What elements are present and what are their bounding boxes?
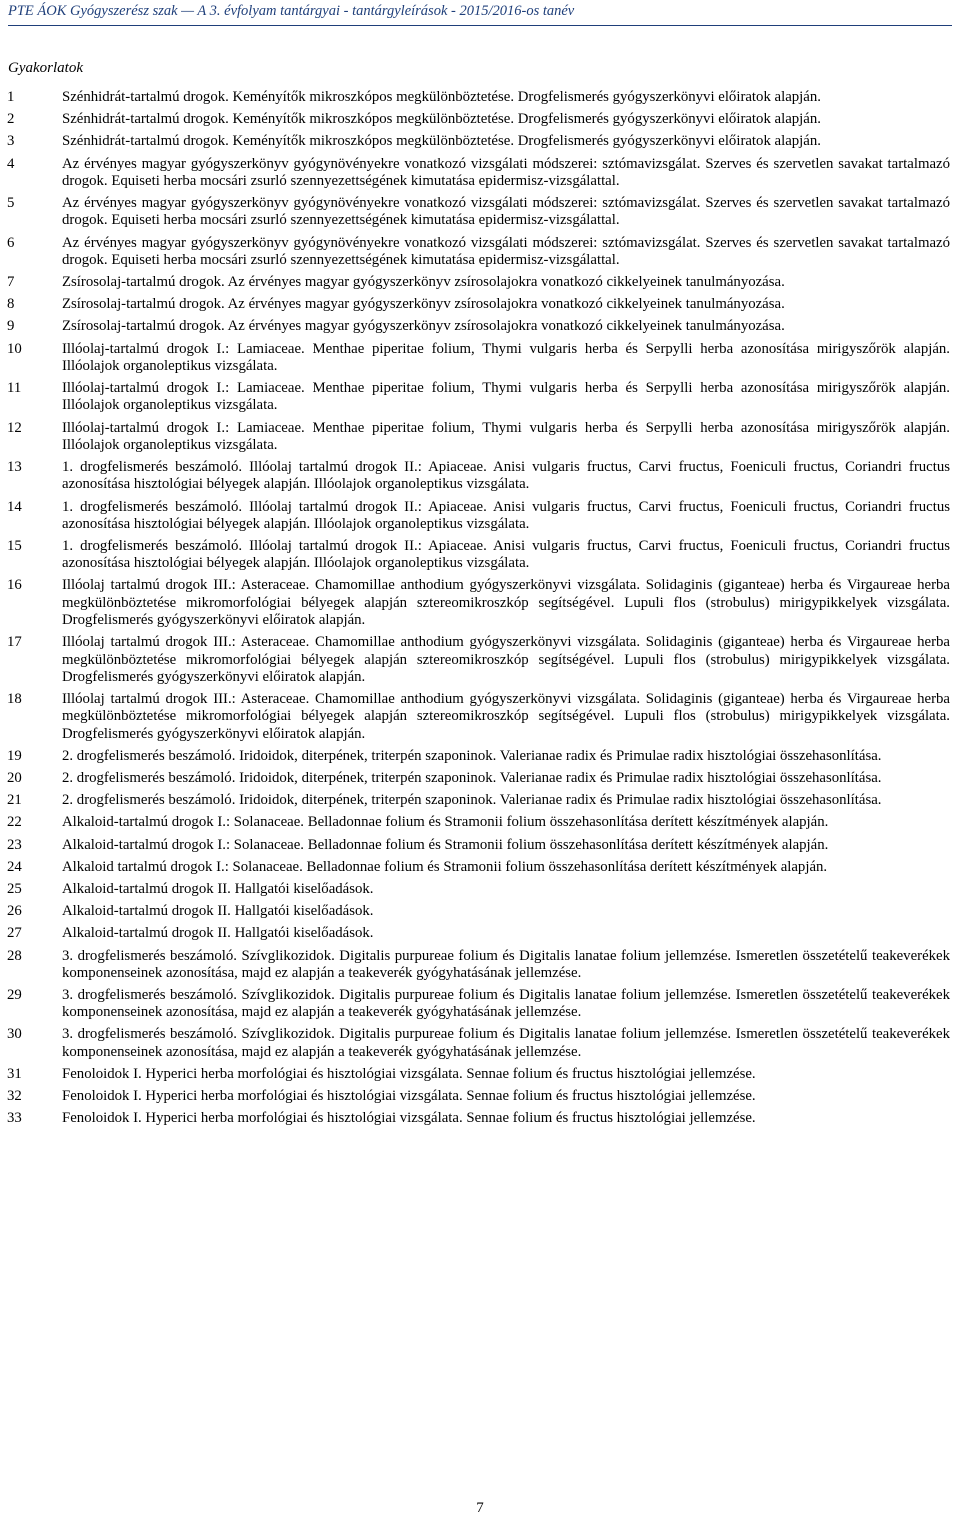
list-item [0, 420, 960, 455]
item-text: Fenoloidok I. Hyperici herba morfológiai és hisztológiai vizsgálata. Sennae folium és fructus hisztológiai jellemzése. [62, 1110, 756, 1127]
item-text: Zsírosolaj-tartalmú drogok. Az érvényes magyar gyógyszerkönyv zsírosolajokra vonatkozó cikkelyeinek tanulmányozása. [62, 318, 785, 335]
item-number: 10 [7, 340, 22, 357]
item-number: 14 [7, 498, 22, 515]
item-number: 2 [7, 111, 15, 128]
item-number: 20 [7, 770, 22, 787]
list-item [0, 634, 960, 686]
item-text: Az érvényes magyar gyógyszerkönyv gyógynövényekre vonatkozó vizsgálati módszerei: sztómavizsgálat. Szerves és szervetlen savakat tartalmazó drogok. Equiseti herba mocsári zsurló szennyezettségének kimutatása epidermisz-vizsgálattal. [62, 234, 950, 268]
item-number: 22 [7, 814, 22, 831]
item-number: 7 [7, 274, 15, 291]
page-header: PTE ÁOK Gyógyszerész szak — A 3. évfolyam tantárgyai - tantárgyleírások - 2015/2016-os tanév [8, 3, 952, 26]
item-text: Szénhidrát-tartalmú drogok. Keményítők mikroszkópos megkülönböztetése. Drogfelismerés gyógyszerkönyvi előiratok alapján. [62, 111, 821, 128]
item-number: 8 [7, 296, 15, 313]
item-number: 21 [7, 792, 22, 809]
item-number: 29 [7, 987, 22, 1003]
item-number: 23 [7, 836, 22, 853]
item-text: Az érvényes magyar gyógyszerkönyv gyógynövényekre vonatkozó vizsgálati módszerei: sztómavizsgálat. Szerves és szervetlen savakat tartalmazó drogok. Equiseti herba mocsári zsurló szennyezettségének kimutatása epidermisz-vizsgálattal. [62, 195, 950, 229]
item-text: 1. drogfelismerés beszámoló. Illóolaj tartalmú drogok II.: Apiaceae. Anisi vulgaris fructus, Carvi fructus, Foeniculi fructus, Coriandri fructus azonosítása hisztológiai bélyegek alapján. Illóolajok organoleptikus vizsgálata. [62, 498, 950, 532]
item-text: Az érvényes magyar gyógyszerkönyv gyógynövényekre vonatkozó vizsgálati módszerei: sztómavizsgálat. Szerves és szervetlen savakat tartalmazó drogok. Equiseti herba mocsári zsurló szennyezettségének kimutatása epidermisz-vizsgálattal. [62, 155, 950, 189]
item-number: 26 [7, 903, 22, 920]
item-number: 27 [7, 925, 22, 942]
item-number: 1 [7, 89, 15, 105]
item-text: 1. drogfelismerés beszámoló. Illóolaj tartalmú drogok II.: Apiaceae. Anisi vulgaris fructus, Carvi fructus, Foeniculi fructus, Coriandri fructus azonosítása hisztológiai bélyegek alapján. Illóolajok organoleptikus vizsgálata. [62, 459, 950, 493]
list-item [0, 459, 960, 494]
list-item [0, 1066, 960, 1083]
item-number: 19 [7, 747, 22, 764]
item-text: 2. drogfelismerés beszámoló. Iridoidok, diterpének, triterpén szaponinok. Valerianae radix és Primulae radix hisztológiai összehasonlítása. [62, 770, 882, 787]
item-number: 32 [7, 1088, 22, 1105]
item-number: 5 [7, 195, 15, 212]
item-text: Alkaloid-tartalmú drogok I.: Solanaceae. Belladonnae folium és Stramonii folium összehasonlítása derített készítmények alapján. [62, 814, 829, 831]
item-number: 11 [7, 380, 22, 397]
item-text: Illóolaj tartalmú drogok III.: Asteraceae. Chamomillae anthodium gyógyszerkönyvi vizsgálata. Solidaginis (giganteae) herba és Virgaureae herba megkülönböztetése mikromorfológiai bélyegek alapján sztereomikroszkóp segítségével. Lupuli flos (strobulus) mirigypikkelyek vizsgálata. Drogfelismerés gyógyszerkönyvi előiratok alapján. [62, 577, 950, 629]
item-number: 31 [7, 1065, 22, 1082]
list-item [0, 341, 960, 376]
practicals-list [0, 89, 960, 1133]
list-item [0, 538, 960, 573]
item-number: 30 [7, 1026, 22, 1043]
item-text: Illóolaj-tartalmú drogok I.: Lamiaceae. Menthae piperitae folium, Thymi vulgaris herba és Serpylli herba azonosítása mirigyszőrök alapján. Illóolajok organoleptikus vizsgálata. [62, 380, 950, 414]
item-number: 25 [7, 880, 22, 897]
list-item [0, 156, 960, 191]
item-number: 15 [7, 538, 22, 554]
section-title: Gyakorlatok [8, 60, 83, 76]
list-item [0, 1088, 960, 1105]
item-number: 3 [7, 133, 15, 150]
item-text: Alkaloid-tartalmú drogok II. Hallgatói kiselőadások. [62, 903, 374, 920]
list-item [0, 89, 960, 106]
list-item [0, 792, 960, 809]
list-item [0, 499, 960, 534]
list-item [0, 274, 960, 291]
item-text: 3. drogfelismerés beszámoló. Szívglikozidok. Digitalis purpureae folium és Digitalis lanatae folium jellemzése. Ismeretlen összetételű teakeverékek komponenseinek azonosítása, majd ez alapján a teakeverék gyógyhatásának jellemzése. [62, 1026, 950, 1060]
list-item [0, 195, 960, 230]
list-item [0, 903, 960, 920]
list-item [0, 987, 960, 1022]
item-text: 3. drogfelismerés beszámoló. Szívglikozidok. Digitalis purpureae folium és Digitalis lanatae folium jellemzése. Ismeretlen összetételű teakeverékek komponenseinek azonosítása, majd ez alapján a teakeverék gyógyhatásának jellemzése. [62, 987, 950, 1021]
item-text: Illóolaj tartalmú drogok III.: Asteraceae. Chamomillae anthodium gyógyszerkönyvi vizsgálata. Solidaginis (giganteae) herba és Virgaureae herba megkülönböztetése mikromorfológiai bélyegek alapján sztereomikroszkóp segítségével. Lupuli flos (strobulus) mirigypikkelyek vizsgálata. Drogfelismerés gyógyszerkönyvi előiratok alapján. [62, 691, 950, 742]
item-text: 3. drogfelismerés beszámoló. Szívglikozidok. Digitalis purpureae folium és Digitalis lanatae folium jellemzése. Ismeretlen összetételű teakeverékek komponenseinek azonosítása, majd ez alapján a teakeverék gyógyhatásának jellemzése. [62, 947, 950, 981]
item-number: 17 [7, 634, 22, 651]
list-item [0, 1110, 960, 1127]
item-number: 24 [7, 858, 22, 875]
item-number: 9 [7, 318, 15, 335]
list-item [0, 133, 960, 150]
list-item [0, 111, 960, 128]
item-number: 28 [7, 947, 22, 964]
list-item [0, 837, 960, 854]
item-text: Szénhidrát-tartalmú drogok. Keményítők mikroszkópos megkülönböztetése. Drogfelismerés gyógyszerkönyvi előiratok alapján. [62, 89, 821, 105]
list-item [0, 948, 960, 983]
item-text: 2. drogfelismerés beszámoló. Iridoidok, diterpének, triterpén szaponinok. Valerianae radix és Primulae radix hisztológiai összehasonlítása. [62, 792, 882, 809]
item-number: 33 [7, 1110, 22, 1127]
list-item [0, 881, 960, 898]
item-text: Illóolaj-tartalmú drogok I.: Lamiaceae. Menthae piperitae folium, Thymi vulgaris herba és Serpylli herba azonosítása mirigyszőrök alapján. Illóolajok organoleptikus vizsgálata. [62, 340, 950, 374]
item-number: 13 [7, 459, 22, 476]
list-item [0, 814, 960, 831]
list-item [0, 691, 960, 743]
item-number: 16 [7, 577, 22, 594]
list-item [0, 577, 960, 629]
page-number: 7 [476, 1500, 484, 1516]
list-item [0, 296, 960, 313]
item-text: Fenoloidok I. Hyperici herba morfológiai és hisztológiai vizsgálata. Sennae folium és fructus hisztológiai jellemzése. [62, 1088, 756, 1105]
list-item [0, 318, 960, 335]
item-number: 4 [7, 155, 15, 172]
item-text: Fenoloidok I. Hyperici herba morfológiai és hisztológiai vizsgálata. Sennae folium és fructus hisztológiai jellemzése. [62, 1065, 756, 1082]
item-number: 6 [7, 234, 15, 251]
item-text: Zsírosolaj-tartalmú drogok. Az érvényes magyar gyógyszerkönyv zsírosolajokra vonatkozó cikkelyeinek tanulmányozása. [62, 274, 785, 291]
list-item [0, 859, 960, 876]
list-item [0, 380, 960, 415]
list-item [0, 748, 960, 765]
item-text: Alkaloid-tartalmú drogok II. Hallgatói kiselőadások. [62, 880, 374, 897]
item-text: 2. drogfelismerés beszámoló. Iridoidok, diterpének, triterpén szaponinok. Valerianae radix és Primulae radix hisztológiai összehasonlítása. [62, 747, 882, 764]
item-text: Szénhidrát-tartalmú drogok. Keményítők mikroszkópos megkülönböztetése. Drogfelismerés gyógyszerkönyvi előiratok alapján. [62, 133, 821, 150]
item-text: Alkaloid tartalmú drogok I.: Solanaceae. Belladonnae folium és Stramonii folium összehasonlítása derített készítmények alapján. [62, 858, 828, 875]
list-item [0, 770, 960, 787]
list-item [0, 235, 960, 270]
item-text: Alkaloid-tartalmú drogok I.: Solanaceae. Belladonnae folium és Stramonii folium összehasonlítása derített készítmények alapján. [62, 836, 829, 853]
list-item [0, 925, 960, 942]
item-number: 12 [7, 419, 22, 436]
list-item [0, 1026, 960, 1061]
item-text: Zsírosolaj-tartalmú drogok. Az érvényes magyar gyógyszerkönyv zsírosolajokra vonatkozó cikkelyeinek tanulmányozása. [62, 296, 785, 313]
item-text: 1. drogfelismerés beszámoló. Illóolaj tartalmú drogok II.: Apiaceae. Anisi vulgaris fructus, Carvi fructus, Foeniculi fructus, Coriandri fructus azonosítása hisztológiai bélyegek alapján. Illóolajok organoleptikus vizsgálata. [62, 538, 950, 572]
item-text: Alkaloid-tartalmú drogok II. Hallgatói kiselőadások. [62, 925, 374, 942]
item-number: 18 [7, 691, 22, 708]
item-text: Illóolaj-tartalmú drogok I.: Lamiaceae. Menthae piperitae folium, Thymi vulgaris herba és Serpylli herba azonosítása mirigyszőrök alapján. Illóolajok organoleptikus vizsgálata. [62, 419, 950, 453]
item-text: Illóolaj tartalmú drogok III.: Asteraceae. Chamomillae anthodium gyógyszerkönyvi vizsgálata. Solidaginis (giganteae) herba és Virgaureae herba megkülönböztetése mikromorfológiai bélyegek alapján sztereomikroszkóp segítségével. Lupuli flos (strobulus) mirigypikkelyek vizsgálata. Drogfelismerés gyógyszerkönyvi előiratok alapján. [62, 634, 950, 685]
